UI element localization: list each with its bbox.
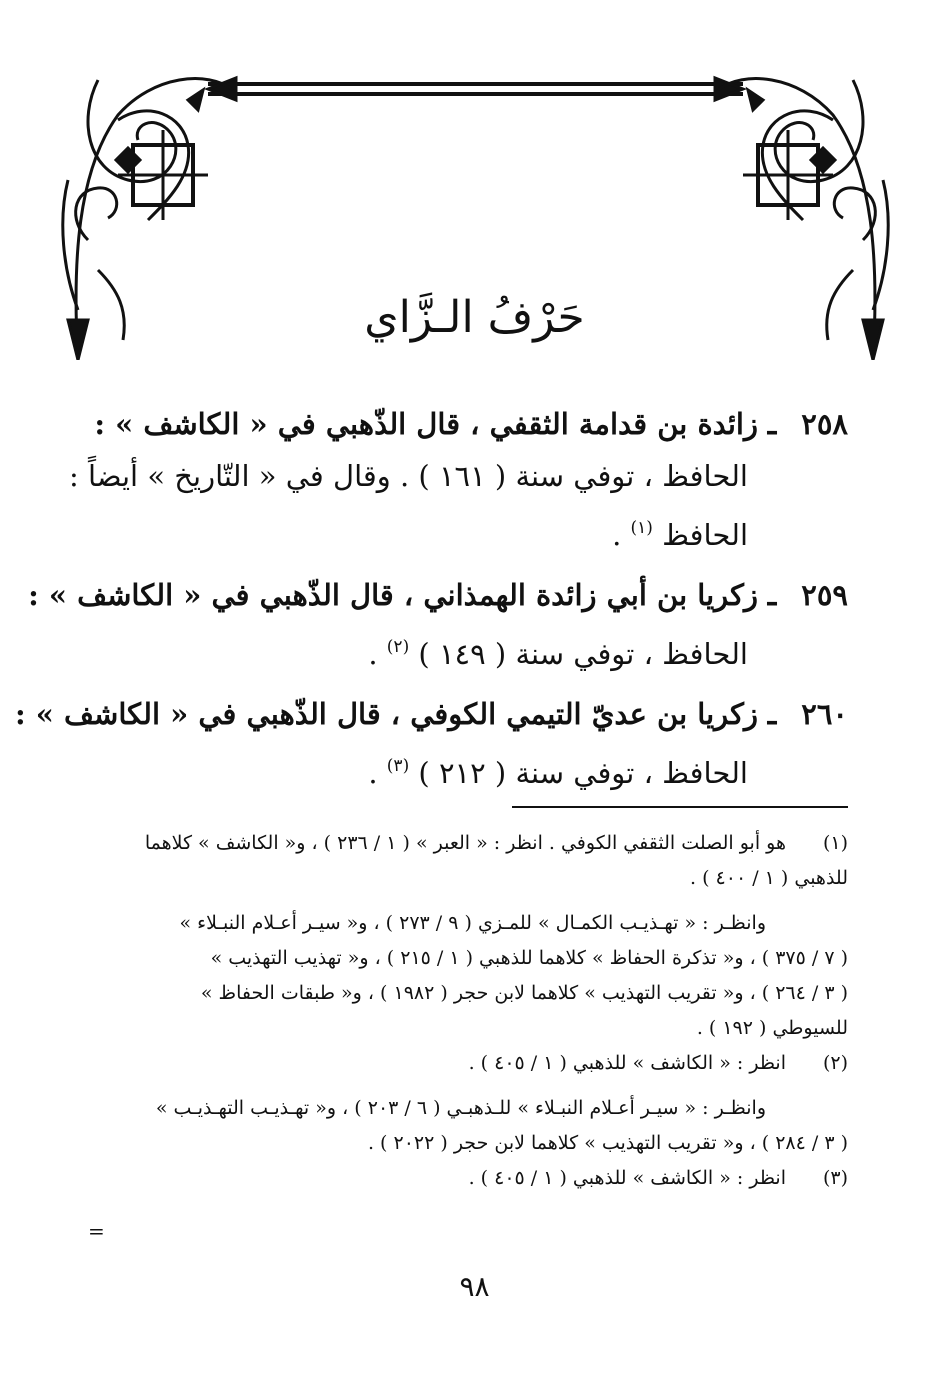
footnote-3: (٣)انظر : « الكاشف » للذهبي ( ١ / ٤٠٥ ) . <box>92 1161 848 1196</box>
footnote-number: (٢) <box>822 1052 848 1074</box>
entry-number: ٢٥٩ <box>801 578 848 612</box>
footnote-line: وانظـر : « تهـذيـب الكمـال » للمـزي ( ٩ / ٢٧٣ ) ، و« سيـر أعـلام النبـلاء » <box>179 912 766 934</box>
footnote-2: (٢)انظر : « الكاشف » للذهبي ( ١ / ٤٠٥ ) . <box>92 1046 848 1081</box>
footnotes <box>92 826 848 1196</box>
entry-first-line: ٢٦٠ـزكريا بن عديّ التيمي الكوفي ، قال الذّهبي في « الكاشف » : <box>96 688 848 740</box>
page-number: ٩٨ <box>459 1270 490 1303</box>
entry-line: الحافظ ، توفي سنة ( ١٤٩ ) $^{(٢)}$ . <box>368 637 748 671</box>
footnote-line: ( ٣ / ٢٨٤ ) ، و« تقريب التهذيب » كلاهما لابن حجر ( ٢٠٢٢ ) . <box>367 1132 848 1154</box>
footnote-ref: (٢) <box>386 637 410 657</box>
footnote-line: ( ٣ / ٢٦٤ ) ، و« تقريب التهذيب » كلاهما لابن حجر ( ١٩٨٢ ) ، و« طبقات الحفاظ » <box>200 982 848 1004</box>
footnote-number: (٣) <box>822 1167 848 1189</box>
footnote-line: وانظـر : « سيـر أعـلام النبـلاء » للـذهبـي ( ٦ / ٢٠٣ ) ، و« تهـذيـب التهـذيـب » <box>155 1097 766 1119</box>
footnote-line: للذهبي ( ١ / ٤٠٠ ) . <box>690 867 848 889</box>
footnote-number: (١) <box>822 832 848 854</box>
footnote-1: (١)هو أبو الصلت الثقفي الكوفي . انظر : « العبر » ( ١ / ٢٣٦ ) ، و« الكاشف » كلاهما <box>92 826 848 861</box>
entry-258 <box>69 398 848 561</box>
footnote-line: ( ٧ / ٣٧٥ ) ، و« تذكرة الحفاظ » كلاهما للذهبي ( ١ / ٢١٥ ) ، و« تهذيب التهذيب » <box>210 947 848 969</box>
biography-entries <box>14 398 848 807</box>
entry-text: زكريا بن عديّ التيمي الكوفي ، قال الذّهبي في « الكاشف » : <box>14 697 758 731</box>
entry-number: ٢٦٠ <box>801 697 848 731</box>
entry-first-line: ٢٥٨ـزائدة بن قدامة الثقفي ، قال الذّهبي في « الكاشف » : <box>96 398 848 450</box>
footnote-line: للسيوطي ( ١٩٢ ) . <box>696 1017 848 1039</box>
footnote-ref: (٣) <box>386 756 410 776</box>
entry-260 <box>14 688 848 799</box>
footnote-divider <box>512 806 848 808</box>
entry-number: ٢٥٨ <box>801 407 848 441</box>
chapter-heading: حَرْفُ الـزَّاي <box>364 292 585 343</box>
entry-text: زكريا بن أبي زائدة الهمذاني ، قال الذّهبي في « الكاشف » : <box>28 578 758 612</box>
footnote-ref: (١) <box>630 518 653 538</box>
entry-text: زائدة بن قدامة الثقفي ، قال الذّهبي في « الكاشف » : <box>94 407 758 441</box>
continuation-mark: = <box>88 1219 105 1243</box>
entry-first-line: ٢٥٩ـزكريا بن أبي زائدة الهمذاني ، قال الذّهبي في « الكاشف » : <box>96 569 848 621</box>
entry-line: الحافظ ، توفي سنة ( ٢١٢ ) $^{(٣)}$ . <box>368 756 748 790</box>
entry-line: الحافظ $^{(١)}$ . <box>612 518 748 552</box>
entry-line: الحافظ ، توفي سنة ( ١٦١ ) . وقال في « التّاريخ » أيضاً : <box>69 459 748 493</box>
entry-259 <box>28 569 848 680</box>
